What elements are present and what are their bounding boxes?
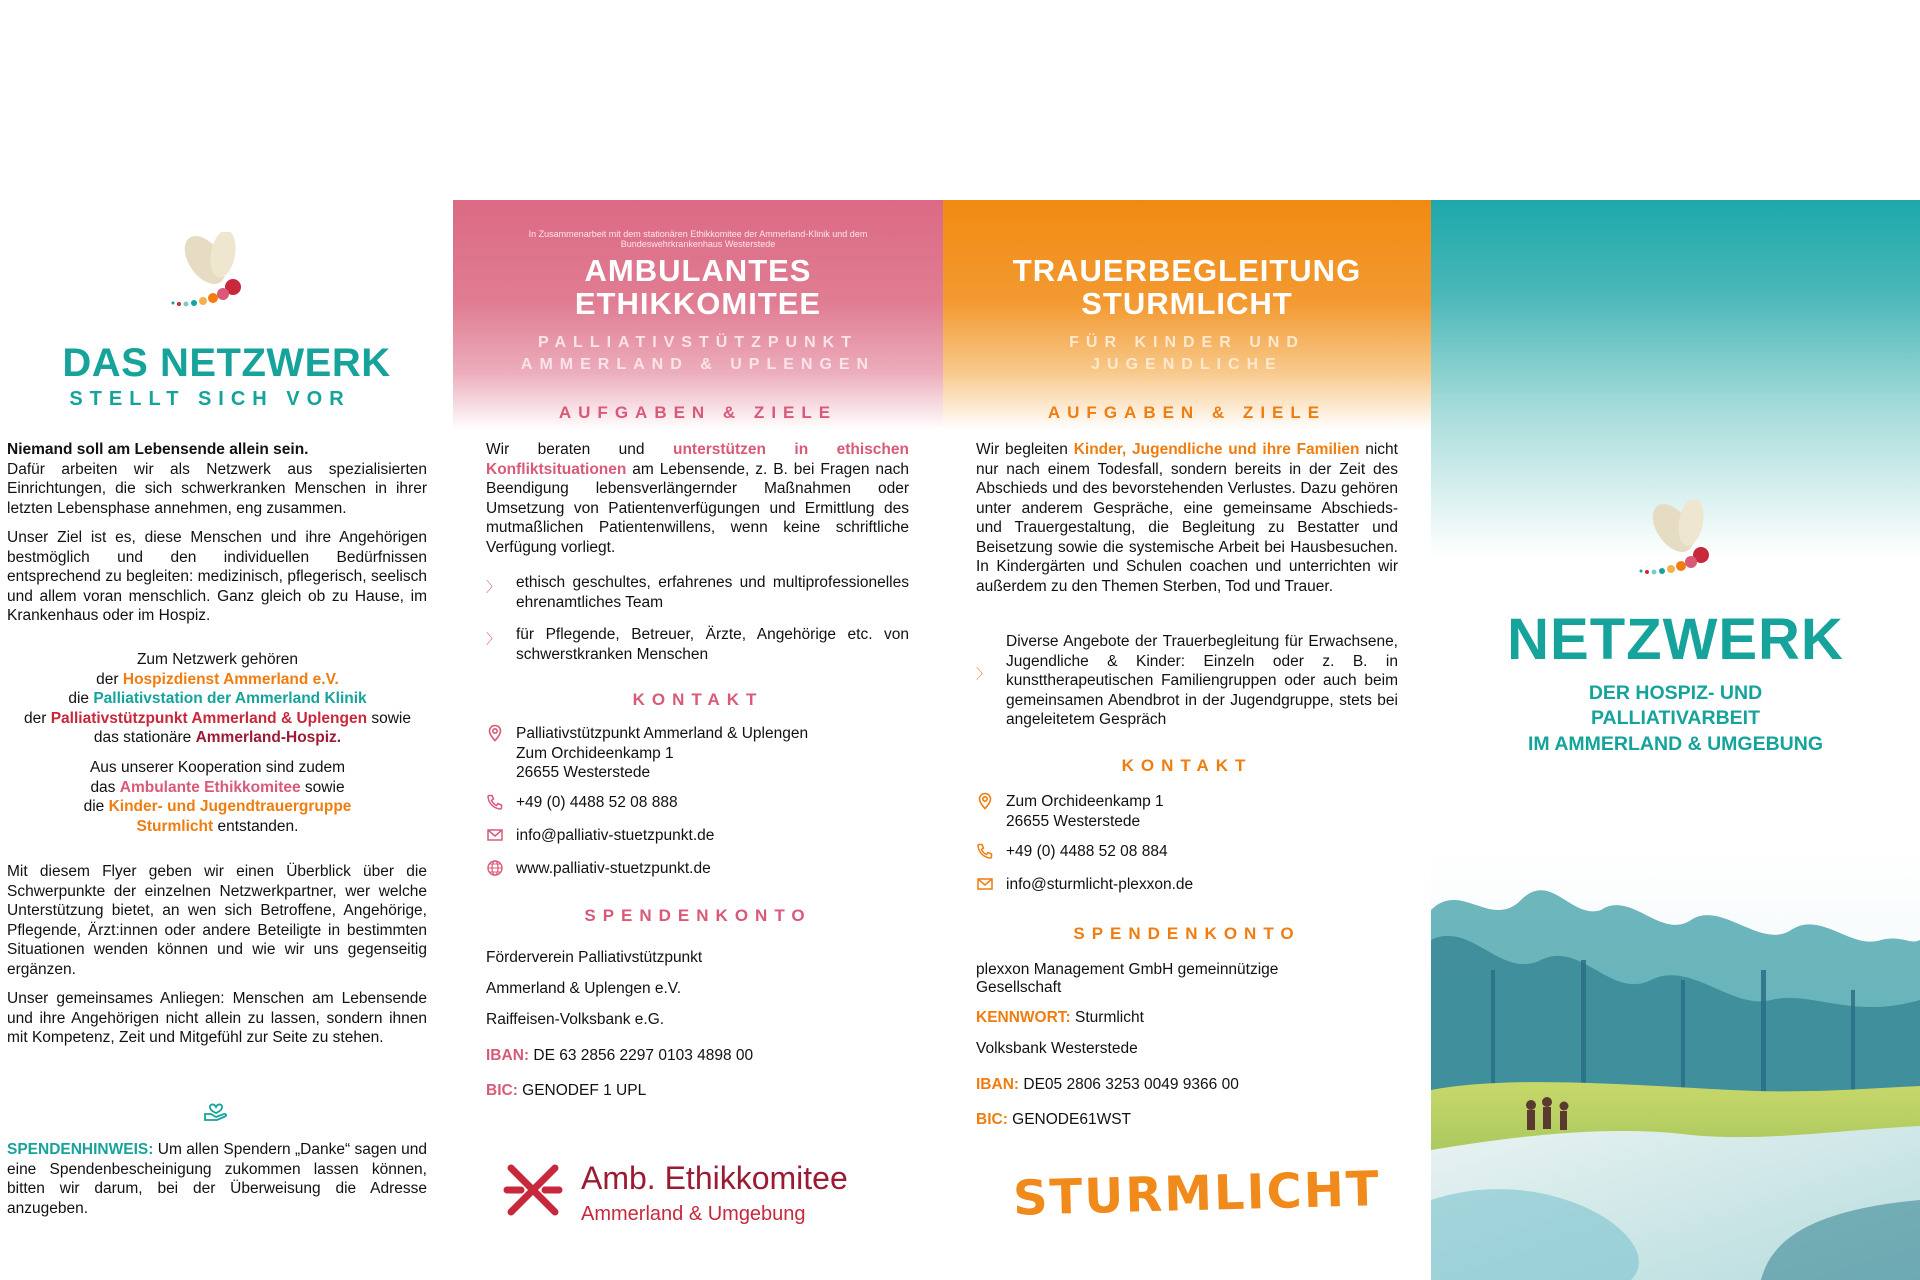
- address-line: 26655 Westerstede: [1006, 812, 1141, 830]
- phone-number[interactable]: +49 (0) 4488 52 08 884: [1006, 843, 1168, 860]
- ethikkomitee-logo-icon: [501, 1158, 565, 1222]
- bic-label: BIC:: [486, 1082, 518, 1099]
- email-link[interactable]: info@sturmlicht-plexxon.de: [1006, 876, 1194, 893]
- member-hospiz: Ammerland-Hospiz.: [195, 729, 342, 746]
- heart-hand-icon: [202, 1098, 230, 1122]
- dragonfly-logo-icon: [163, 232, 263, 324]
- text: das stationäre: [93, 729, 196, 746]
- text: der: [96, 670, 123, 688]
- website-link[interactable]: www.palliativ-stuetzpunkt.de: [516, 860, 711, 877]
- contact-heading: KONTAKT: [1121, 756, 1253, 775]
- tasks-heading: AUFGABEN & ZIELE: [558, 403, 838, 422]
- tasks-highlight: Kinder, Jugendliche und ihre Familien: [1073, 441, 1360, 458]
- tasks-highlight: unterstützen in ethischen Konfliktsituationen: [486, 441, 909, 478]
- contact-web[interactable]: [486, 859, 711, 883]
- cover-subtitle-line3: IM AMMERLAND & UMGEBUNG: [1527, 733, 1823, 755]
- iban-value: DE05 2806 3253 0049 9366 00: [1019, 1076, 1239, 1093]
- cooperation-list: [0, 758, 435, 836]
- panel-title-line1: AMBULANTES: [584, 253, 812, 288]
- bic-label: BIC:: [976, 1111, 1008, 1128]
- bank-line: Ammerland & Uplengen e.V.: [486, 980, 682, 997]
- bank-line: plexxon Management GmbH gemeinnützige: [976, 961, 1279, 978]
- phone-icon: [976, 842, 1006, 866]
- list-item: [486, 573, 909, 612]
- watercolor-landscape-image: [1431, 850, 1920, 1280]
- panel-title-line2: ETHIKKOMITEE: [574, 286, 822, 321]
- bank-heading: SPENDENKONTO: [584, 906, 812, 925]
- contact-heading: KONTAKT: [632, 690, 764, 709]
- logo-title: Amb. Ethikkomitee: [581, 1160, 848, 1196]
- bank-line: Raiffeisen-Volksbank e.G.: [486, 1011, 665, 1028]
- donation-label: SPENDENHINWEIS:: [7, 1141, 154, 1158]
- iban-label: IBAN:: [976, 1076, 1020, 1093]
- email-link[interactable]: info@palliativ-stuetzpunkt.de: [516, 827, 715, 844]
- panel-ethikkomitee: [453, 200, 943, 1280]
- member-hospizdienst: Hospizdienst Ammerland e.V.: [122, 670, 339, 688]
- keyword-line: [976, 1008, 1144, 1027]
- panel-title: DAS NETZWERK: [62, 341, 391, 385]
- text: sowie: [367, 709, 411, 727]
- tasks-paragraph: [976, 440, 1398, 596]
- flyer-paragraph: Mit diesem Flyer geben wir einen Überblick über die Schwerpunkte der einzelnen Netzwerkpartner, wer welche Unterstützung bietet, an wen sich Betroffene, Angehörige, Pflegende, Ärzt:innen oder andere Beteiligte in bestimmten Situationen wenden können und wie wir uns gegenseitig ergänzen.: [7, 863, 427, 978]
- phone-icon: [486, 793, 516, 817]
- panel-subtitle: STELLT SICH VOR: [69, 388, 351, 410]
- panel-subtitle-line1: FÜR KINDER UND: [1069, 334, 1305, 351]
- cover-subtitle-line2: PALLIATIVARBEIT: [1591, 707, 1760, 729]
- donation-text: Um allen Spendern „Danke“ sagen und eine Spendenbescheinigung zukommen lassen können, bitten wir darum, bei der Überweisung die Adresse anzugeben.: [7, 1141, 427, 1217]
- keyword-label: KENNWORT:: [976, 1009, 1071, 1026]
- tasks-heading: AUFGABEN & ZIELE: [1047, 403, 1327, 422]
- address-line: Zum Orchideenkamp 1: [516, 744, 674, 762]
- contact-address: [976, 792, 1164, 831]
- panel-subtitle-line2: AMMERLAND & UPLENGEN: [520, 356, 876, 373]
- list-item: [976, 632, 1398, 730]
- bank-line: Förderverein Palliativstützpunkt: [486, 949, 703, 966]
- bank-holder: [976, 961, 1278, 997]
- bic-line: [486, 1081, 646, 1100]
- text: die: [83, 798, 109, 815]
- panel-subtitle-line1: PALLIATIVSTÜTZPUNKT: [538, 334, 858, 351]
- list-item: [486, 625, 909, 664]
- intro-text: Dafür arbeiten wir als Netzwerk aus spezialisierten Einrichtungen, die sich schwerkranken Menschen in ihrer letzten Lebensphase annehmen, eng zusammen.: [7, 460, 427, 517]
- panel-network-intro: [0, 200, 453, 1280]
- coop-intro: Aus unserer Kooperation sind zudem: [89, 759, 346, 776]
- bullet-text: Diverse Angebote der Trauerbegleitung für Erwachsene, Jugendliche & Kinder: Einzeln oder z. B. in kunsttherapeutischen Familiengruppen oder auch beim gemeinsamen Abendbrot in der Jugendgruppe, stets bei angeleitetem Gespräch: [1006, 633, 1398, 728]
- intro-bold: Niemand soll am Lebensende allein sein.: [7, 441, 309, 458]
- cover-subtitle-line1: DER HOSPIZ- UND: [1588, 682, 1763, 704]
- location-pin-icon: [486, 724, 516, 748]
- contact-email[interactable]: [976, 875, 1193, 899]
- address-line: 26655 Westerstede: [516, 764, 651, 781]
- text: die: [68, 690, 94, 707]
- bank-heading: SPENDENKONTO: [1073, 924, 1301, 943]
- location-pin-icon: [976, 792, 1006, 816]
- bullet-text: für Pflegende, Betreuer, Ärzte, Angehörige etc. von schwerstkranken Menschen: [516, 626, 909, 663]
- bic-value: GENODE61WST: [1007, 1111, 1132, 1128]
- chevron-right-icon: 〉: [486, 631, 500, 647]
- text: das: [90, 778, 120, 796]
- coop-sturmlicht: Sturmlicht: [136, 817, 214, 835]
- logo-subtitle: Ammerland & Umgebung: [581, 1203, 806, 1225]
- panel-cover: [1431, 200, 1920, 1280]
- globe-icon: [486, 859, 516, 883]
- contact-address: [486, 724, 808, 783]
- panel-subtitle-line2: JUGENDLICHE: [1091, 356, 1283, 373]
- iban-label: IBAN:: [486, 1047, 530, 1064]
- coop-ethikkomitee: Ambulante Ethikkomitee: [119, 778, 301, 796]
- contact-email[interactable]: [486, 826, 714, 850]
- chevron-right-icon: 〉: [976, 666, 990, 682]
- email-icon: [976, 875, 1006, 899]
- members-intro: Zum Netzwerk gehören: [136, 651, 299, 668]
- bic-line: [976, 1110, 1131, 1129]
- contact-phone[interactable]: [976, 842, 1168, 866]
- panel-sturmlicht: [943, 200, 1431, 1280]
- text: der: [23, 709, 51, 727]
- text: entstanden.: [213, 817, 299, 835]
- keyword-value: Sturmlicht: [1070, 1009, 1144, 1026]
- bic-value: GENODEF 1 UPL: [517, 1082, 647, 1099]
- cooperation-note: In Zusammenarbeit mit dem stationären Ethikkomitee der Ammerland-Klinik und dem Bundeswehrkrankenhaus Westerstede: [528, 229, 868, 249]
- text: Wir beraten und: [486, 441, 673, 458]
- bullet-text: ethisch geschultes, erfahrenes und multiprofessionelles ehrenamtliches Team: [516, 574, 909, 611]
- tasks-paragraph: [486, 440, 909, 557]
- chevron-right-icon: 〉: [486, 579, 500, 595]
- bank-line: Volksbank Westerstede: [976, 1040, 1138, 1057]
- coop-trauergruppe: Kinder- und Jugendtrauergruppe: [108, 798, 352, 815]
- iban-line: [976, 1075, 1239, 1094]
- contact-phone[interactable]: [486, 793, 678, 817]
- donation-note: [7, 1140, 427, 1218]
- cover-title: NETZWERK: [1507, 607, 1844, 672]
- members-list: [0, 650, 435, 748]
- concern-paragraph: Unser gemeinsames Anliegen: Menschen am Lebensende und ihre Angehörigen nicht allein zu lassen, sondern ihnen mit Kompetenz, Zeit und Mitgefühl zur Seite zu stehen.: [7, 990, 427, 1046]
- text: am Lebensende, z. B. bei Fragen nach Beendigung lebensverlängernder Maßnahmen oder Umsetzung von Patientenverfügungen und Ermittlung des mutmaßlichen Patientenwillens, wenn keine schriftliche Verfügung vorliegt.: [486, 460, 909, 556]
- member-palliativstuetzpunkt: Palliativstützpunkt Ammerland & Uplengen: [50, 709, 368, 727]
- panel-title-line1: TRAUERBEGLEITUNG: [1012, 253, 1362, 288]
- iban-line: [486, 1046, 753, 1065]
- goal-paragraph: Unser Ziel ist es, diese Menschen und ihre Angehörigen bestmöglich und den individuellen Bedürfnissen entsprechend zu begleiten: medizinisch, pflegerisch, seelisch und allem voran menschlich. Ganz gleich ob zu Hause, im Krankenhaus oder im Hospiz.: [7, 529, 427, 624]
- dragonfly-logo-icon: [1631, 500, 1731, 592]
- text: Wir begleiten: [976, 441, 1074, 458]
- text: nicht nur nach einem Todesfall, sondern bereits in der Zeit des Abschieds und des bevorstehenden Verlustes. Dazu gehören unter anderem Gespräche, eine gemeinsame Abschieds- und Trauergestaltung, die Begleitung zu Bestatter und Beisetzung sowie die systemische Arbeit bei Hausbesuchen. In Kindergärten und Schulen coachen und unterrichten wir außerdem zu den Themen Sterben, Tod und Trauer.: [976, 441, 1398, 595]
- sturmlicht-logo: STURMLICHT: [1012, 1161, 1382, 1227]
- text: sowie: [300, 778, 345, 796]
- panel-title-line2: STURMLICHT: [1081, 286, 1293, 321]
- member-palliativstation: Palliativstation der Ammerland Klinik: [93, 690, 367, 707]
- email-icon: [486, 826, 516, 850]
- phone-number[interactable]: +49 (0) 4488 52 08 888: [516, 794, 678, 811]
- bank-line: Gesellschaft: [976, 979, 1062, 996]
- address-line: Zum Orchideenkamp 1: [1006, 793, 1164, 810]
- address-line: Palliativstützpunkt Ammerland & Uplengen: [516, 725, 809, 742]
- intro-paragraph: [7, 440, 427, 518]
- iban-value: DE 63 2856 2297 0103 4898 00: [529, 1047, 754, 1064]
